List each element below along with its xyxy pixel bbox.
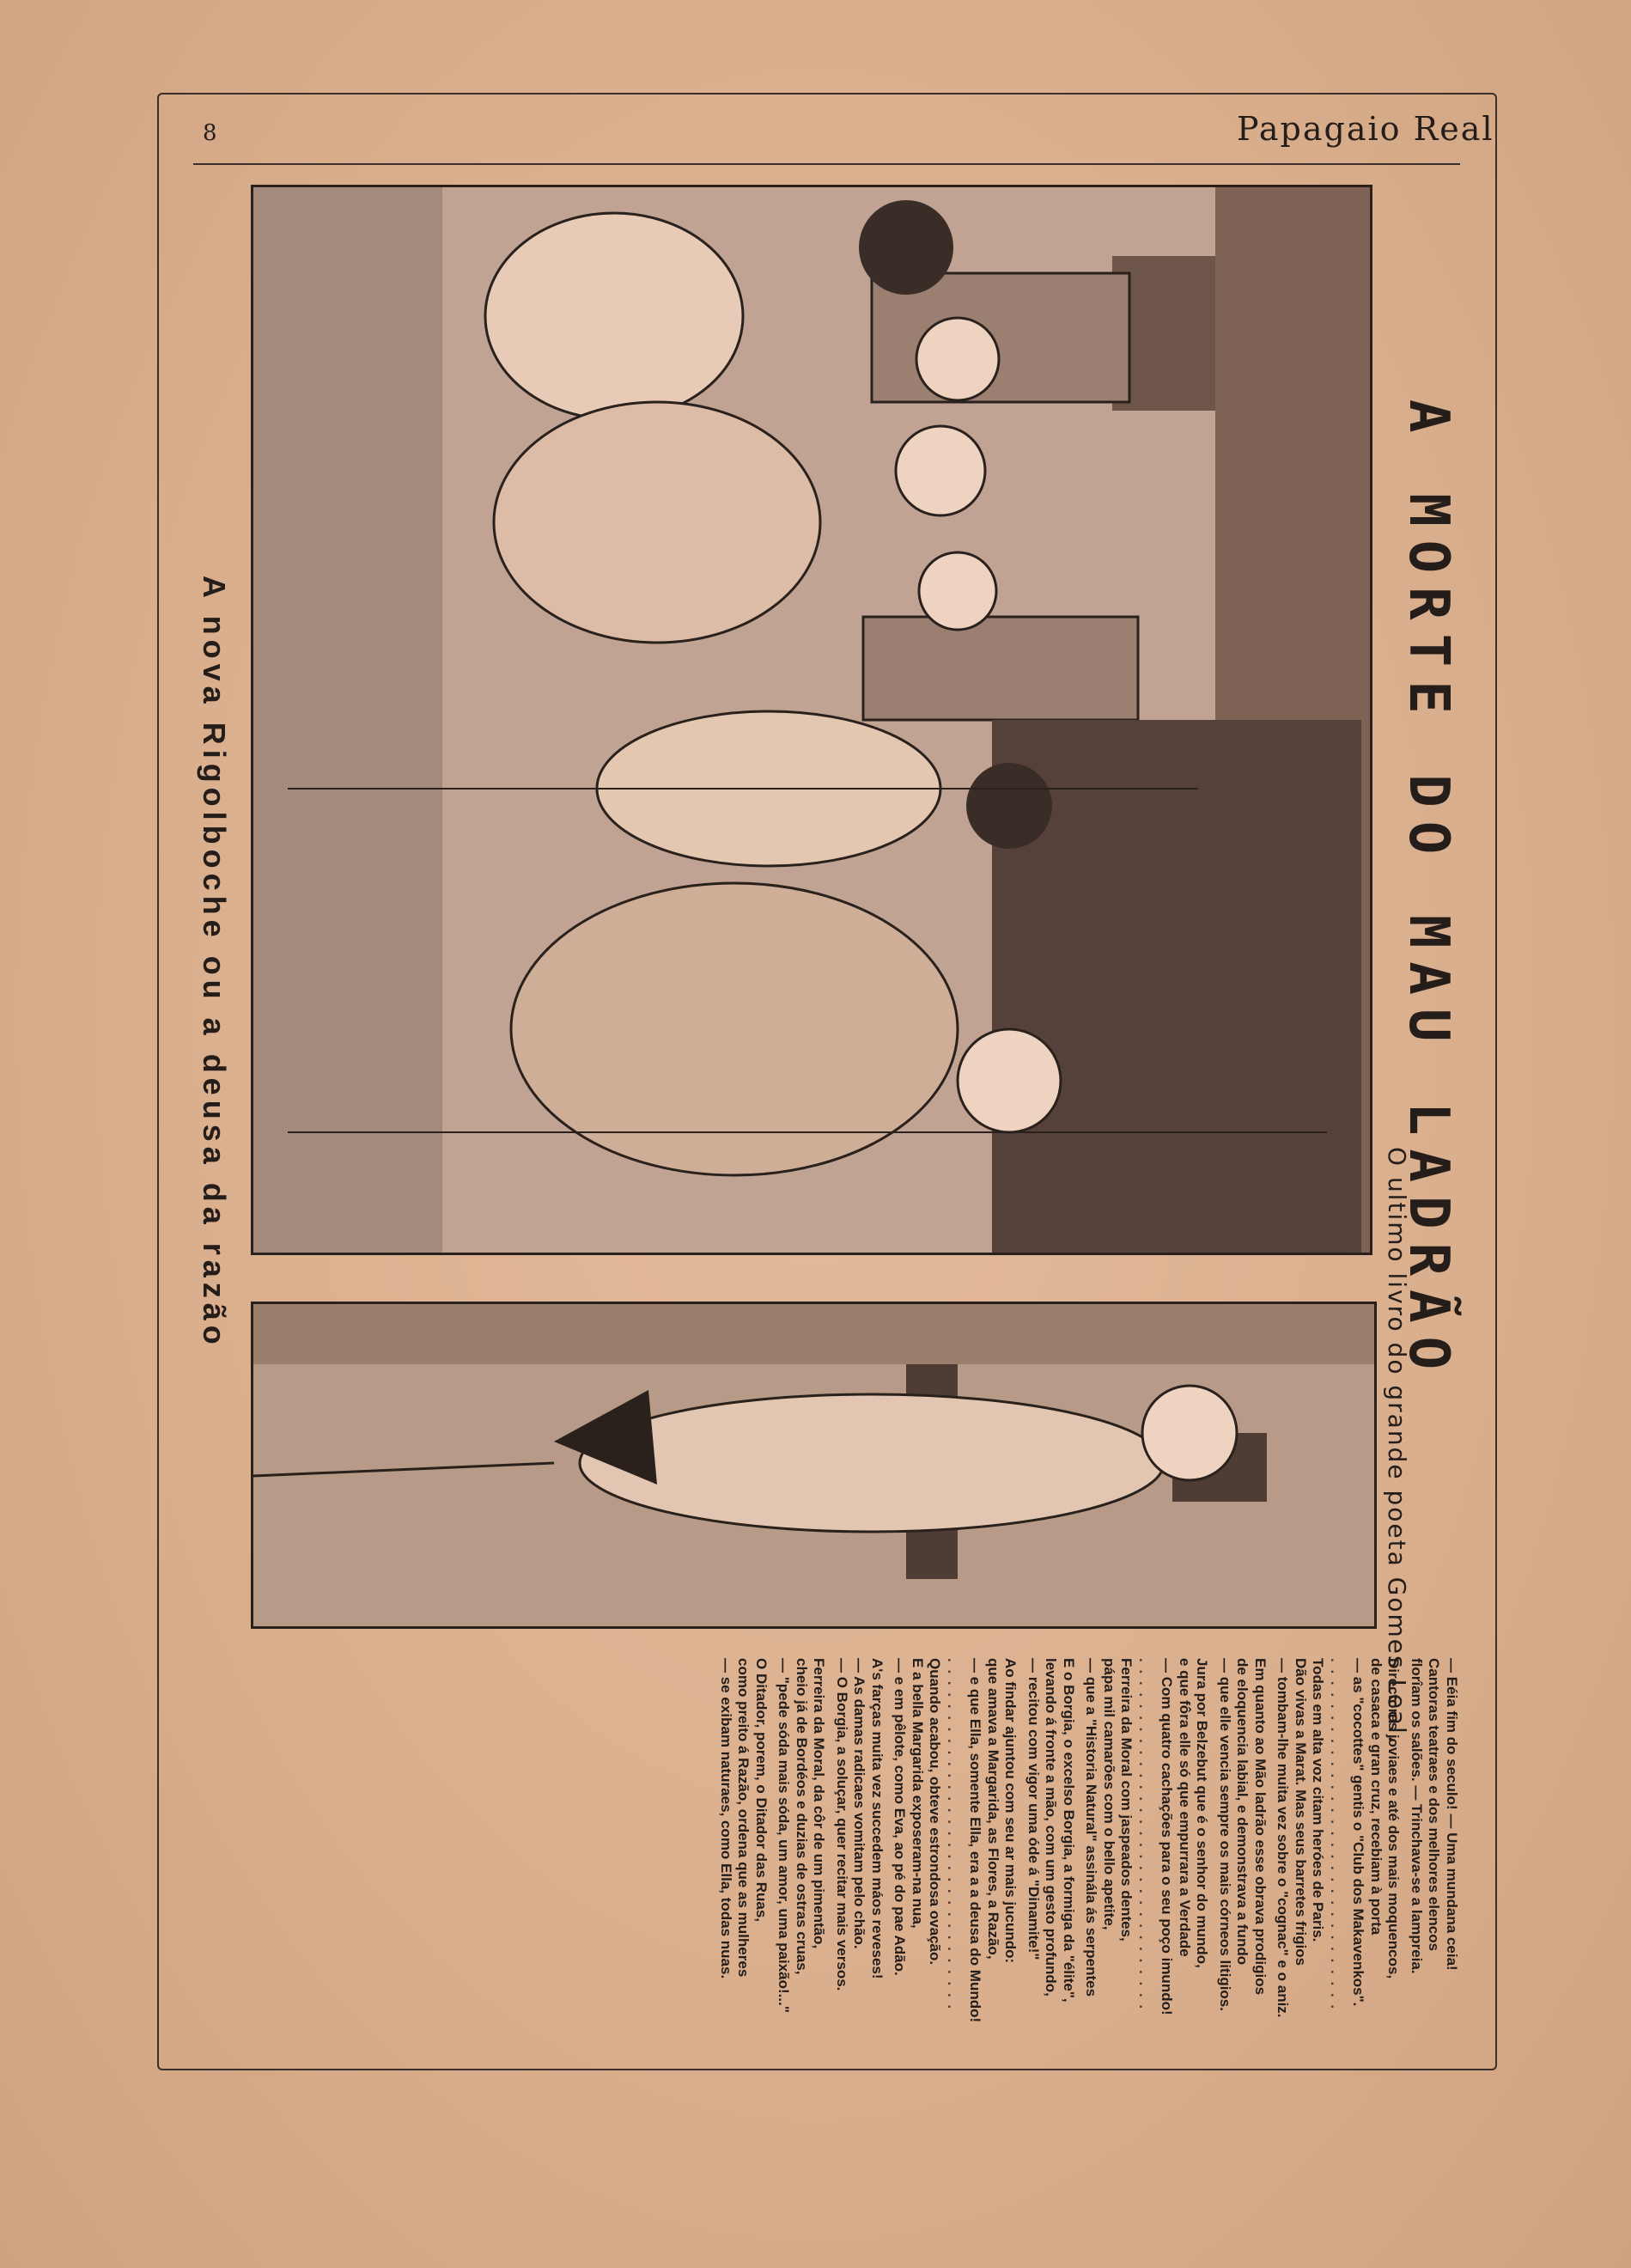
poem-line: como preito á Razão, ordena que as mulheres — [735, 1658, 752, 1978]
poem-line: — "pede sóda mais sóda, um amor, uma paixão!..." — [776, 1658, 793, 2013]
ellipsis-divider: . . . . . . . . . . . . . . . . . . . . . . . . . . . . . . . — [945, 1658, 961, 2011]
poem-line: Dão vivas a Marat. Mas seus barretes frigios — [1293, 1658, 1309, 1966]
poem-line: de casaca e gran cruz, recebiam à porta — [1368, 1658, 1385, 1936]
poem-line: — recitou com vigor uma óde á "Dinamite!" — [1025, 1658, 1042, 1960]
article-title: A MORTE DO MAU LADRÃO — [1397, 399, 1460, 1384]
poem-line: Ferreira da Moral, da côr de um pimentão, — [811, 1658, 828, 1949]
poem-stanza — [1274, 1658, 1327, 2036]
poem-line: Jura por Belzebut que é o senhor do mundo, — [1194, 1658, 1211, 1968]
poem-line: levando á fronte a mão, com um gesto profundo, — [1043, 1658, 1060, 1997]
poem-line: — as "cocottes" gentis o "Club dos Makavenkos". — [1350, 1658, 1367, 2007]
crucifix-drawing — [253, 1304, 1374, 1626]
poem-line: Cantoras teatraes e dos melhores elencos — [1426, 1658, 1443, 1952]
poem-stanza — [1216, 1658, 1269, 2036]
header-rule — [193, 163, 1460, 165]
poem-line: — e que Ella, somente Ella, era a a deusa do Mundo! — [967, 1658, 984, 2023]
poem-stanza — [1158, 1658, 1211, 2036]
poem-line: de eloquencia labial, e demonstrava a fundo — [1234, 1658, 1251, 1966]
poem-line: — As damas radicaes vomitam pelo chão. — [851, 1658, 868, 1949]
poem-line: Directores joviaes e até dos mais moquencos, — [1385, 1658, 1403, 1979]
poem-stanza — [1349, 1658, 1403, 2036]
ellipsis-divider: . . . . . . . . . . . . . . . . . . . . . . . . . . . . . . . — [1328, 1658, 1344, 2011]
poem-line: cheio já de Bordéos e duzias de ostras cruas, — [794, 1658, 810, 1975]
banquet-drawing — [253, 187, 1370, 1253]
poem-stanza — [775, 1658, 828, 2036]
poem-text — [712, 1658, 1461, 2036]
poem-line: O Ditador, porem, o Ditador das Ruas, — [753, 1658, 770, 1922]
crucified-figure-illustration — [251, 1302, 1377, 1629]
poem-stanza — [833, 1658, 886, 2036]
poem-line: Quando acabou, obteve estrondosa ovação. — [927, 1658, 944, 1966]
poem-line: — que elle vencia sempre os mais córneos litigios. — [1217, 1658, 1233, 2011]
illustration-caption: A nova Rigolboche ou a deusa da razão — [197, 576, 232, 1350]
poem-line: — se exibam naturaes, como Ella, todas nuas. — [718, 1658, 734, 1979]
poem-line: A's farças muita vez succedem máos reveses! — [869, 1658, 885, 1979]
poem-line: E o Borgia, o excelso Borgia, a formiga da "élite", — [1061, 1658, 1077, 2003]
poem-line: pápa mil camarões com o bello apetite, — [1101, 1658, 1117, 1930]
poem-line: Ao findar ajuntou com seu ar mais jucundo: — [1002, 1658, 1019, 1964]
poem-stanza — [1408, 1658, 1461, 2036]
poem-line: e que fôra elle só que empurrara a Verdade — [1177, 1658, 1193, 1957]
poem-line: Ferreira da Moral com jaspeados dentes, — [1118, 1658, 1135, 1942]
poem-line: florîam os salões. — Trinchava-se a lampreia. — [1409, 1658, 1425, 1974]
poem-line: Todas em alta voz citam heróes de Paris. — [1310, 1658, 1327, 1942]
poem-line: — tombam-lhe muita vez sobre o "cognac" e o aniz. — [1275, 1658, 1292, 2018]
article-subtitle: O ultimo livro do grande poeta Gomes Leal. — [1383, 1147, 1411, 1745]
poem-line: — Com quatro cachações para o seu poço imundo! — [1159, 1658, 1176, 2015]
poem-line: — e em pêlote, como Eva, ao pé do pae Adão. — [892, 1658, 909, 1976]
poem-stanza — [891, 1658, 944, 2036]
poem-stanza — [966, 1658, 1019, 2036]
poem-line: — que a "Historia Natural" assinála ás serpentes — [1083, 1658, 1100, 1997]
poem-line: — O Borgia, a soluçar, quer recitar mais versos. — [834, 1658, 850, 1991]
page-number: 8 — [203, 120, 217, 146]
poem-stanza — [1025, 1658, 1078, 2036]
poem-line: — Eéia fim do seculo! — Uma mundana ceia! — [1444, 1658, 1460, 1971]
poem-stanza — [717, 1658, 770, 2036]
poem-line: que amava a Margarida, as Flores, a Razão, — [985, 1658, 1001, 1960]
ellipsis-divider: . . . . . . . . . . . . . . . . . . . . . . . . . . . . . . . — [1136, 1658, 1153, 2011]
banquet-illustration — [251, 185, 1372, 1255]
magazine-title: Papagaio Real — [1237, 110, 1494, 148]
poem-line: Em quanto ao Mão ladrão esse obrava prodigios — [1252, 1658, 1269, 1996]
poem-line: E a bella Margarida exposeram-na nua, — [910, 1658, 926, 1929]
poem-stanza — [1082, 1658, 1135, 2036]
